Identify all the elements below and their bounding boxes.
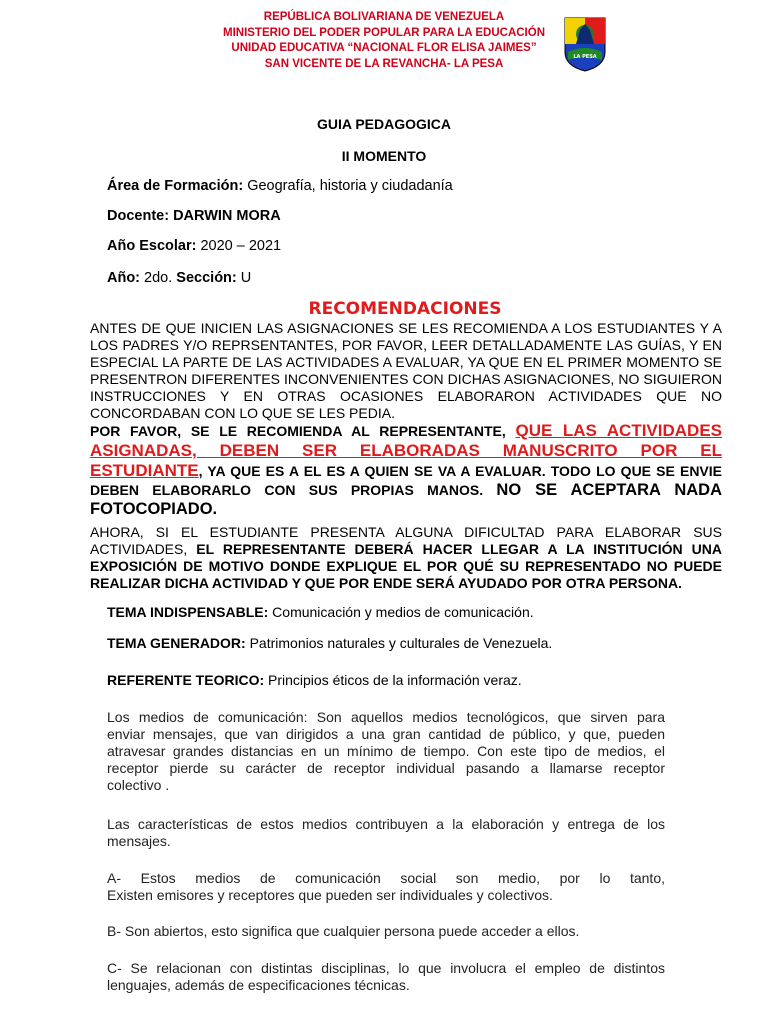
school-year-field — [107, 238, 281, 254]
tema-indispensable-value: Comunicación y medios de comunicación. — [268, 604, 534, 620]
item-a — [107, 870, 665, 904]
year-value: 2do. — [140, 270, 177, 286]
moment-title: II MOMENTO — [341, 148, 427, 164]
medios-line-2: enviar mensajes, que van dirigidos a una gran cantidad de público, y que, pueden — [107, 726, 665, 742]
area-value: Geografía, historia y ciudadanía — [243, 178, 453, 194]
caracteristicas-line-1: Las características de estos medios contribuyen a la elaboración y entrega de los — [107, 816, 665, 832]
school-year-label: Año Escolar: — [107, 238, 197, 254]
year-label: Año: — [107, 270, 141, 286]
year-section-field — [107, 270, 251, 286]
tema-indispensable-label: TEMA INDISPENSABLE: — [107, 604, 269, 620]
item-b-line-1: B- Son abiertos, esto significa que cualquier persona puede acceder a ellos. — [107, 923, 580, 939]
referente-teorico-label: REFERENTE TEORICO: — [107, 672, 265, 688]
medios-line-4: receptor pierde su carácter de receptor individual pasando a llamarse receptor — [107, 760, 665, 776]
referente-teorico — [107, 672, 522, 688]
tema-generador-label: TEMA GENERADOR: — [107, 635, 246, 651]
header-line-2: MINISTERIO DEL PODER POPULAR PARA LA EDUCACIÓN — [222, 26, 546, 39]
recommendation-paragraph-3 — [90, 524, 722, 592]
tema-indispensable — [107, 604, 534, 620]
tema-generador-value: Patrimonios naturales y culturales de Venezuela. — [245, 635, 553, 651]
recommendation-paragraph-1: ANTES DE QUE INICIEN LAS ASIGNACIONES SE LES RECOMIENDA A LOS ESTUDIANTES Y A LOS PADRES Y/O REPRSENTANTES, POR FAVOR, LEER DETALLADAMENTE LAS GUÍAS, Y EN ESPECIAL LA PARTE DE LAS ACTIVIDADES A EVALUAR, YA QUE EN EL PRIMER MOMENTO SE PRESENTRON DIFERENTES INCONVENIENTES CON DICHAS ASIGNACIONES, NO SIGUIERON INSTRUCCIONES Y EN OTRAS OCASIONES ELABORARON ACTIVIDADES QUE NO CONCORDABAN CON LO QUE SE LES PEDIA. — [90, 320, 722, 421]
header-line-4: SAN VICENTE DE LA REVANCHA- LA PESA — [264, 57, 504, 70]
p2-intro: POR FAVOR, SE LE RECOMIENDA AL REPRESENTANTE, — [90, 423, 516, 439]
header-line-3: UNIDAD EDUCATIVA “NACIONAL FLOR ELISA JAIMES” — [231, 42, 537, 54]
item-c-line-2: lenguajes, además de especificaciones técnicas. — [107, 977, 410, 993]
caracteristicas-paragraph — [107, 816, 665, 850]
p2-middle: , YA QUE ES A EL ES A QUIEN SE VA A EVALUAR. TODO LO QUE SE ENVIE DEBEN ELABORARLO CON SUS PROPIAS MANOS. — [90, 463, 722, 498]
caracteristicas-line-2: mensajes. — [107, 833, 171, 849]
recommendations-title: RECOMENDACIONES — [308, 299, 502, 319]
item-c-line-1: C- Se relacionan con distintas disciplinas, lo que involucra el empleo de distintos — [107, 960, 665, 976]
medios-paragraph — [107, 709, 665, 794]
p2-no-photocopy: NO SE ACEPTARA NADA FOTOCOPIADO. — [90, 481, 722, 518]
recommendation-paragraph-2 — [90, 421, 722, 519]
item-b — [107, 923, 665, 940]
section-value: U — [236, 270, 252, 286]
medios-line-1: Los medios de comunicación: Son aquellos medios tecnológicos, que sirven para — [107, 709, 665, 725]
institution-header — [0, 10, 768, 72]
area-field — [107, 178, 453, 194]
p3-intro: AHORA, SI EL ESTUDIANTE PRESENTA ALGUNA DIFICULTAD PARA ELABORAR SUS ACTIVIDADES, — [90, 524, 722, 557]
medios-line-5: colectivo . — [107, 777, 170, 793]
p3-bold: EL REPRESENTANTE DEBERÁ HACER LLEGAR A LA INSTITUCIÓN UNA EXPOSICIÓN DE MOTIVO DONDE EXPLIQUE EL POR QUÉ SU REPRESENTADO NO PUEDE REALIZAR DICHA ACTIVIDAD Y QUE POR ENDE SERÁ AYUDADO POR OTRA PERSONA. — [90, 541, 722, 591]
referente-teorico-value: Principios éticos de la información veraz. — [264, 672, 522, 688]
school-logo — [562, 14, 608, 72]
teacher-field — [107, 208, 281, 224]
item-c — [107, 960, 665, 994]
teacher-label: Docente: DARWIN MORA — [107, 208, 281, 224]
item-a-line-2: Existen emisores y receptores que pueden ser individuales y colectivos. — [107, 887, 553, 903]
svg-text:LA PESA: LA PESA — [573, 54, 597, 60]
section-label: Sección: — [176, 270, 237, 286]
tema-generador — [107, 635, 552, 651]
medios-line-3: atravesar grandes distancias en un mínimo de tiempo. Con este tipo de medios, el — [107, 743, 665, 759]
school-year-value: 2020 – 2021 — [196, 238, 282, 254]
guide-title: GUIA PEDAGOGICA — [316, 116, 452, 132]
p2-red-emphasis: QUE LAS ACTIVIDADES ASIGNADAS, DEBEN SER ELABORADAS MANUSCRITO POR EL ESTUDIANTE — [90, 421, 722, 480]
header-line-1: REPÚBLICA BOLIVARIANA DE VENEZUELA — [263, 11, 505, 23]
item-a-line-1: A- Estos medios de comunicación social son medio, por lo tanto, — [107, 870, 665, 886]
area-label: Área de Formación: — [107, 178, 244, 194]
